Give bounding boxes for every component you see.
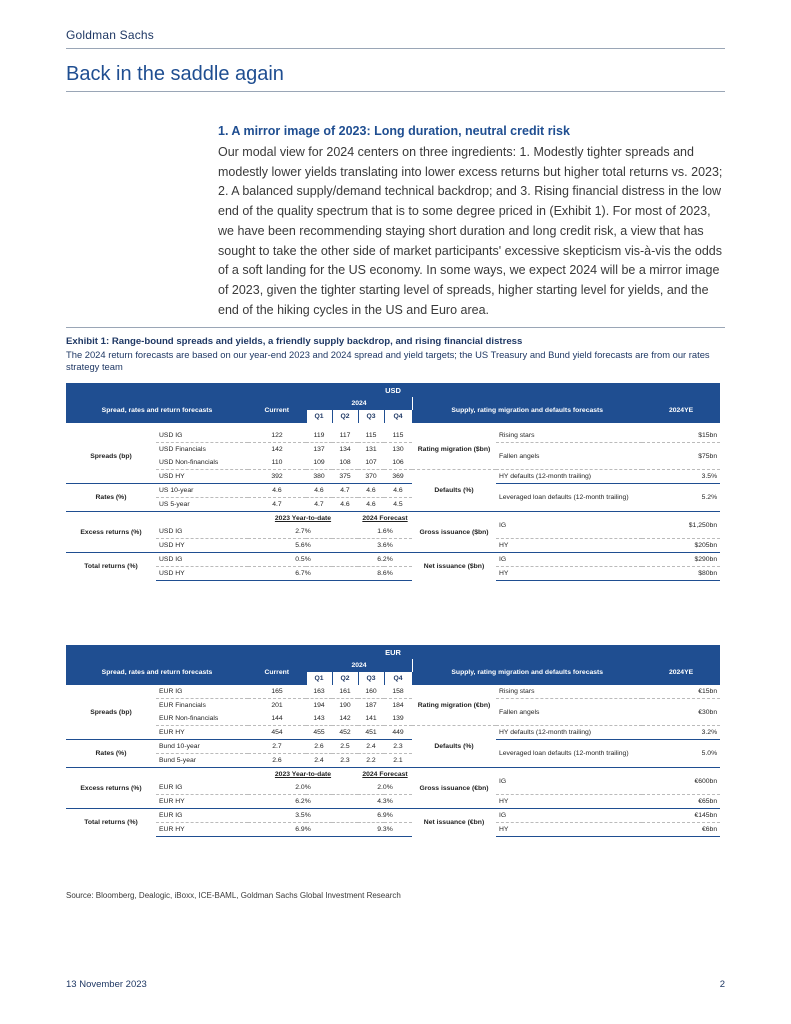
usd-r6-q1: 4.7 xyxy=(306,498,332,512)
eur-g-ig: IG xyxy=(496,768,642,795)
eur-r5-q4: 2.3 xyxy=(384,740,412,754)
section-body: Our modal view for 2024 centers on three ingredients: 1. Modestly tighter spreads and modestly lower yields translating into lower excess returns but higher total returns vs. 2023; 2. A balanced supply/demand technical backdrop; and 3. Rising financial distress in the low end of the quality spectrum that is to some degree priced in (Exhibit 1). For most of 2023, we have been recommending staying short duration and long credit risk, a view that has sought to take the other side of market participants' excessive skepticism vis-à-vis the odds of a soft landing for the US economy. In some ways, we expect 2024 will be a mirror image of 2023, given the tighter starting level of spreads, higher starting level for yields, and the end of the hiking cycles in the US and Euro area. xyxy=(218,145,723,317)
eur-r3-q1: 143 xyxy=(313,715,325,722)
usd-r1-q1: 119 xyxy=(313,432,325,439)
usd-tr1-name: USD IG xyxy=(156,553,248,567)
eur-ex2-fc: 4.3% xyxy=(358,795,412,809)
usd-tr2-fc: 8.6% xyxy=(358,567,412,581)
eur-r6-cur: 2.6 xyxy=(248,754,306,768)
usd-n-hy: HY xyxy=(496,567,642,581)
eur-r2-cur: 201 xyxy=(248,699,306,713)
usd-h-2024: 2024 xyxy=(306,397,412,410)
usd-n-hy-v: $80bn xyxy=(642,567,720,581)
eur-r1-cur: 165 xyxy=(271,688,283,695)
usd-g-ig: IG xyxy=(496,512,642,539)
eur-tr1-fc: 6.9% xyxy=(358,809,412,823)
usd-h-q4: Q4 xyxy=(384,410,412,423)
usd-ex1-fc: 1.6% xyxy=(377,528,393,535)
usd-bar: USD xyxy=(66,383,720,397)
exhibit-divider xyxy=(66,327,725,328)
eur-n-ig-v: €145bn xyxy=(642,809,720,823)
eur-ex1-fc: 2.0% xyxy=(377,784,393,791)
eur-h-q3: Q3 xyxy=(358,672,384,685)
source-note: Source: Bloomberg, Dealogic, iBoxx, ICE-BAML, Goldman Sachs Global Investment Research xyxy=(66,891,401,900)
usd-ex2-ytd: 5.6% xyxy=(248,539,358,553)
usd-rating-label: Rating migration ($bn) xyxy=(417,445,491,453)
usd-r2-q2: 134 xyxy=(332,443,358,457)
usd-rising: Rising stars xyxy=(499,432,535,439)
usd-r2-q1: 137 xyxy=(306,443,332,457)
eur-tr1-ytd: 3.5% xyxy=(248,809,358,823)
usd-fcst-header: 2024 Forecast xyxy=(358,512,412,526)
eur-r2-name: EUR Financials xyxy=(156,699,248,713)
eur-g-ig-v: €600bn xyxy=(642,768,720,795)
usd-r5-q2: 4.7 xyxy=(332,484,358,498)
usd-net-label: Net issuance ($bn) xyxy=(412,553,496,581)
eur-h-spread: Spread, rates and return forecasts xyxy=(66,659,248,685)
brand-name: Goldman Sachs xyxy=(66,28,154,42)
eur-r5-q1: 2.6 xyxy=(306,740,332,754)
eur-r6-q2: 2.3 xyxy=(332,754,358,768)
eur-ex1-ytd: 2.0% xyxy=(295,784,311,791)
page-number: 2 xyxy=(719,979,725,990)
eur-lev-def: Leveraged loan defaults (12-month trailing) xyxy=(496,740,642,768)
eur-h-q1: Q1 xyxy=(306,672,332,685)
page-title: Back in the saddle again xyxy=(66,63,284,85)
usd-spreads-label: Spreads (bp) xyxy=(90,452,132,460)
eur-r4-q1: 455 xyxy=(306,726,332,740)
usd-lev-def-v: 5.2% xyxy=(642,484,720,512)
eur-r6-q1: 2.4 xyxy=(306,754,332,768)
usd-r4-q1: 380 xyxy=(306,470,332,484)
eur-n-ig: IG xyxy=(496,809,642,823)
eur-fallen: Fallen angels xyxy=(496,699,642,726)
eur-hy-def-v: 3.2% xyxy=(642,726,720,740)
usd-rising-v: $15bn xyxy=(698,432,718,439)
eur-r4-q3: 451 xyxy=(358,726,384,740)
eur-rating-label: Rating migration (€bn) xyxy=(417,701,491,709)
eur-r6-q4: 2.1 xyxy=(384,754,412,768)
usd-h-current: Current xyxy=(248,397,306,423)
usd-gross-label: Gross issuance ($bn) xyxy=(412,512,496,553)
eur-r5-name: Bund 10-year xyxy=(156,740,248,754)
eur-h-q2: Q2 xyxy=(332,672,358,685)
footer-date: 13 November 2023 xyxy=(66,979,147,990)
usd-h-q2: Q2 xyxy=(332,410,358,423)
eur-rates-label: Rates (%) xyxy=(66,740,156,768)
usd-g-hy: HY xyxy=(496,539,642,553)
eur-tr2-ytd: 6.9% xyxy=(248,823,358,837)
usd-n-ig-v: $290bn xyxy=(642,553,720,567)
usd-r1-cur: 122 xyxy=(271,432,283,439)
eur-tr2-name: EUR HY xyxy=(156,823,248,837)
usd-r2-name: USD Financials xyxy=(156,443,248,457)
usd-r1-q3: 115 xyxy=(365,432,377,439)
eur-defaults-label: Defaults (%) xyxy=(412,726,496,768)
usd-fallen: Fallen angels xyxy=(496,443,642,470)
eur-ex1-name: EUR IG xyxy=(159,784,183,791)
eur-gross-label: Gross issuance (€bn) xyxy=(412,768,496,809)
eur-fallen-v: €30bn xyxy=(642,699,720,726)
eur-r4-q2: 452 xyxy=(332,726,358,740)
usd-r6-name: US 5-year xyxy=(156,498,248,512)
usd-rates-label: Rates (%) xyxy=(66,484,156,512)
usd-r4-q4: 369 xyxy=(384,470,412,484)
usd-ytd-header: 2023 Year-to-date xyxy=(248,512,358,526)
usd-excess-label: Excess returns (%) xyxy=(66,512,156,553)
usd-r6-cur: 4.7 xyxy=(248,498,306,512)
eur-r3-q3: 141 xyxy=(365,715,377,722)
usd-ex2-fc: 3.6% xyxy=(358,539,412,553)
eur-rising-v: €15bn xyxy=(698,688,718,695)
eur-r3-q2: 142 xyxy=(339,715,351,722)
eur-g-hy: HY xyxy=(496,795,642,809)
exhibit-title: Exhibit 1: Range-bound spreads and yields, a friendly supply backdrop, and rising financial distress xyxy=(66,336,523,347)
usd-r1-q4: 115 xyxy=(392,432,404,439)
usd-r3-q1: 109 xyxy=(313,459,325,466)
usd-total-label: Total returns (%) xyxy=(66,553,156,581)
eur-r4-q4: 449 xyxy=(384,726,412,740)
usd-hy-def-v: 3.5% xyxy=(642,470,720,484)
usd-h-q3: Q3 xyxy=(358,410,384,423)
eur-r2-q3: 187 xyxy=(358,699,384,713)
usd-forecast-table xyxy=(66,383,720,581)
eur-r1-q4: 158 xyxy=(392,688,404,695)
eur-r4-cur: 454 xyxy=(248,726,306,740)
usd-ex1-name: USD IG xyxy=(159,528,183,535)
usd-tr2-ytd: 6.7% xyxy=(248,567,358,581)
eur-h-q4: Q4 xyxy=(384,672,412,685)
usd-r6-q4: 4.5 xyxy=(384,498,412,512)
eur-r4-name: EUR HY xyxy=(156,726,248,740)
eur-r3-q4: 139 xyxy=(392,715,404,722)
eur-r3-cur: 144 xyxy=(271,715,283,722)
usd-r4-name: USD HY xyxy=(156,470,248,484)
usd-ex2-name: USD HY xyxy=(156,539,248,553)
eur-h-2024ye: 2024YE xyxy=(642,659,720,685)
eur-r2-q1: 194 xyxy=(306,699,332,713)
usd-r2-cur: 142 xyxy=(248,443,306,457)
usd-r6-q2: 4.6 xyxy=(332,498,358,512)
usd-r6-q3: 4.6 xyxy=(358,498,384,512)
usd-r3-q2: 108 xyxy=(339,459,351,466)
usd-ex1-ytd: 2.7% xyxy=(295,528,311,535)
eur-r2-q2: 190 xyxy=(332,699,358,713)
eur-r1-q2: 161 xyxy=(339,688,351,695)
eur-total-label: Total returns (%) xyxy=(66,809,156,837)
eur-spreads-label: Spreads (bp) xyxy=(90,708,132,716)
eur-ex2-name: EUR HY xyxy=(156,795,248,809)
section-block xyxy=(218,124,724,320)
section-heading: 1. A mirror image of 2023: Long duration, neutral credit risk xyxy=(218,124,570,138)
eur-bar: EUR xyxy=(66,645,720,659)
eur-g-hy-v: €65bn xyxy=(642,795,720,809)
eur-n-hy-v: €6bn xyxy=(642,823,720,837)
usd-defaults-label: Defaults (%) xyxy=(412,470,496,512)
usd-fallen-v: $75bn xyxy=(642,443,720,470)
eur-net-label: Net issuance (€bn) xyxy=(412,809,496,837)
usd-r2-q4: 130 xyxy=(384,443,412,457)
eur-r5-cur: 2.7 xyxy=(248,740,306,754)
eur-excess-label: Excess returns (%) xyxy=(66,768,156,809)
usd-h-supply: Supply, rating migration and defaults forecasts xyxy=(412,397,642,423)
eur-forecast-table xyxy=(66,645,720,837)
eur-h-current: Current xyxy=(248,659,306,685)
eur-r5-q3: 2.4 xyxy=(358,740,384,754)
usd-r3-q4: 106 xyxy=(392,459,404,466)
usd-r5-q1: 4.6 xyxy=(306,484,332,498)
usd-tr1-ytd: 0.5% xyxy=(248,553,358,567)
usd-r5-name: US 10-year xyxy=(156,484,248,498)
usd-g-ig-v: $1,250bn xyxy=(642,512,720,539)
eur-hy-def: HY defaults (12-month trailing) xyxy=(496,726,642,740)
eur-r1-q3: 160 xyxy=(365,688,377,695)
usd-r1-name: USD IG xyxy=(159,432,183,439)
eur-h-supply: Supply, rating migration and defaults forecasts xyxy=(412,659,642,685)
usd-h-q1: Q1 xyxy=(306,410,332,423)
eur-n-hy: HY xyxy=(496,823,642,837)
top-divider xyxy=(66,48,725,49)
eur-r2-q4: 184 xyxy=(384,699,412,713)
usd-n-ig: IG xyxy=(496,553,642,567)
usd-r5-q4: 4.6 xyxy=(384,484,412,498)
eur-r6-name: Bund 5-year xyxy=(156,754,248,768)
usd-r4-q2: 375 xyxy=(332,470,358,484)
usd-g-hy-v: $205bn xyxy=(642,539,720,553)
usd-r3-name: USD Non-financials xyxy=(159,459,219,466)
eur-ex2-ytd: 6.2% xyxy=(248,795,358,809)
eur-tr2-fc: 9.3% xyxy=(358,823,412,837)
usd-r1-q2: 117 xyxy=(339,432,351,439)
eur-ytd-header: 2023 Year-to-date xyxy=(248,768,358,782)
usd-r2-q3: 131 xyxy=(358,443,384,457)
eur-r1-q1: 163 xyxy=(313,688,325,695)
eur-fcst-header: 2024 Forecast xyxy=(358,768,412,782)
eur-h-2024: 2024 xyxy=(306,659,412,672)
usd-tr1-fc: 6.2% xyxy=(358,553,412,567)
usd-r4-q3: 370 xyxy=(358,470,384,484)
eur-lev-def-v: 5.0% xyxy=(642,740,720,768)
usd-h-2024ye: 2024YE xyxy=(642,397,720,423)
title-divider xyxy=(66,91,725,92)
usd-tr2-name: USD HY xyxy=(156,567,248,581)
usd-r3-cur: 110 xyxy=(271,459,283,466)
eur-r6-q3: 2.2 xyxy=(358,754,384,768)
exhibit-subtitle: The 2024 return forecasts are based on our year-end 2023 and 2024 spread and yield targets; the US Treasury and Bund yield forecasts are from our rates strategy team xyxy=(66,349,710,372)
usd-hy-def: HY defaults (12-month trailing) xyxy=(496,470,642,484)
usd-h-spread: Spread, rates and return forecasts xyxy=(66,397,248,423)
usd-r5-q3: 4.6 xyxy=(358,484,384,498)
usd-r5-cur: 4.6 xyxy=(248,484,306,498)
eur-rising: Rising stars xyxy=(499,688,535,695)
usd-r4-cur: 392 xyxy=(248,470,306,484)
usd-lev-def: Leveraged loan defaults (12-month trailing) xyxy=(496,484,642,512)
eur-r3-name: EUR Non-financials xyxy=(159,715,219,722)
eur-tr1-name: EUR IG xyxy=(156,809,248,823)
eur-r5-q2: 2.5 xyxy=(332,740,358,754)
usd-r3-q3: 107 xyxy=(365,459,377,466)
eur-r1-name: EUR IG xyxy=(159,688,183,695)
